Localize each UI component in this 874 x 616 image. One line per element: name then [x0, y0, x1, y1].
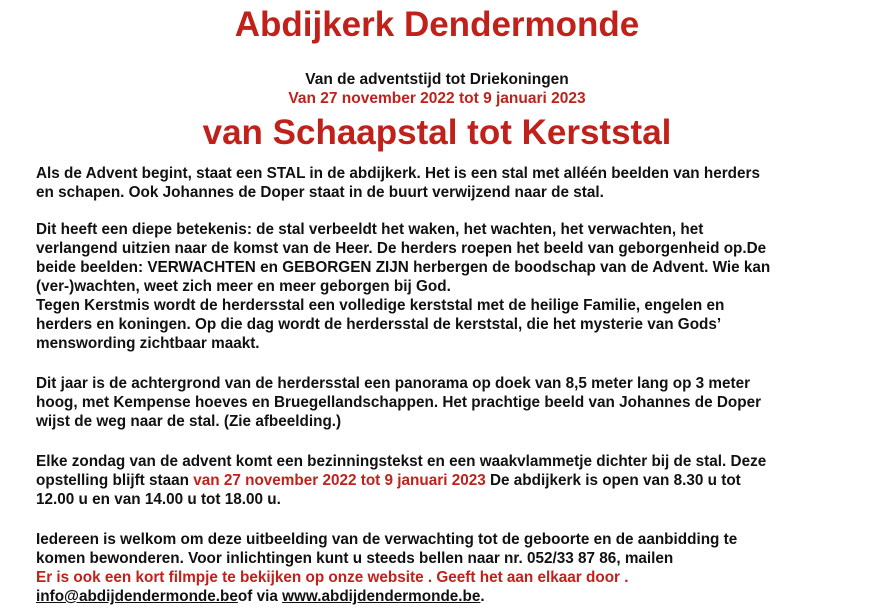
paragraph-line: komen bewonderen. Voor inlichtingen kunt u steeds bellen naar nr. 052/33 87 86, mailen: [36, 550, 674, 567]
paragraph-text: .: [480, 588, 485, 605]
paragraph-3: [36, 374, 841, 431]
paragraph-text: opstelling blijft staan: [36, 472, 194, 489]
paragraph-line: herders en koningen. Op die dag wordt de herdersstal de kerststal, die het mysterie van Gods’: [36, 316, 722, 333]
paragraph-text: of via: [237, 588, 283, 605]
paragraph-line: Als de Advent begint, staat een STAL in de abdijkerk. Het is een stal met alléén beelden van herders: [36, 165, 760, 182]
paragraph-line: Dit heeft een diepe betekenis: de stal verbeeldt het waken, het wachten, het verwachten, het: [36, 221, 704, 238]
paragraph-line: wijst de weg naar de stal. (Zie afbeelding.): [36, 413, 342, 430]
paragraph-line: en schapen. Ook Johannes de Doper staat in de buurt verwijzend naar de stal.: [36, 184, 604, 201]
email-link[interactable]: info@abdijdendermonde.be: [36, 588, 238, 605]
main-heading: van Schaapstal tot Kerststal: [202, 113, 672, 152]
paragraph-line: [36, 471, 841, 490]
paragraph-1: [36, 164, 841, 202]
website-link[interactable]: www.abdijdendermonde.be: [282, 588, 481, 605]
paragraph-line: 12.00 u en van 14.00 u tot 18.00 u.: [36, 491, 281, 508]
paragraph-4: [36, 452, 841, 509]
date-range: Van 27 november 2022 tot 9 januari 2023: [288, 90, 586, 107]
paragraph-line: verlangend uitzien naar de komst van de Heer. De herders roepen het beeld van geborgenheid op.De: [36, 240, 767, 257]
document-title: Abdijkerk Dendermonde: [234, 5, 640, 44]
paragraph-text: De abdijkerk is open van 8.30 u tot: [485, 472, 741, 489]
contact-line: [36, 587, 841, 606]
paragraph-line: beide beelden: VERWACHTEN en GEBORGEN ZIJN herbergen de boodschap van de Advent. Wie kan: [36, 259, 771, 276]
paragraph-line: Tegen Kerstmis wordt de herdersstal een volledige kerststal met de heilige Familie, engelen en: [36, 297, 725, 314]
paragraph-2: [36, 220, 841, 353]
paragraph-line: menswording zichtbaar maakt.: [36, 335, 260, 352]
highlighted-date-range: van 27 november 2022 tot 9 januari 2023: [193, 472, 486, 489]
video-notice: Er is ook een kort filmpje te bekijken op onze website . Geeft het aan elkaar door .: [36, 569, 629, 586]
paragraph-line: Iedereen is welkom om deze uitbeelding van de verwachting tot de geboorte en de aanbidding te: [36, 531, 738, 548]
paragraph-line: Dit jaar is de achtergrond van de herdersstal een panorama op doek van 8,5 meter lang op 3 meter: [36, 375, 751, 392]
paragraph-5: [36, 530, 841, 606]
paragraph-line: (ver-)wachten, weet zich meer en meer geborgen bij God.: [36, 278, 451, 295]
document-subtitle: Van de adventstijd tot Driekoningen: [305, 71, 569, 88]
paragraph-line: hoog, met Kempense hoeves en Bruegellandschappen. Het prachtige beeld van Johannes de Doper: [36, 394, 762, 411]
paragraph-line: Elke zondag van de advent komt een bezinningstekst en een waakvlammetje dichter bij de stal. Deze: [36, 453, 767, 470]
